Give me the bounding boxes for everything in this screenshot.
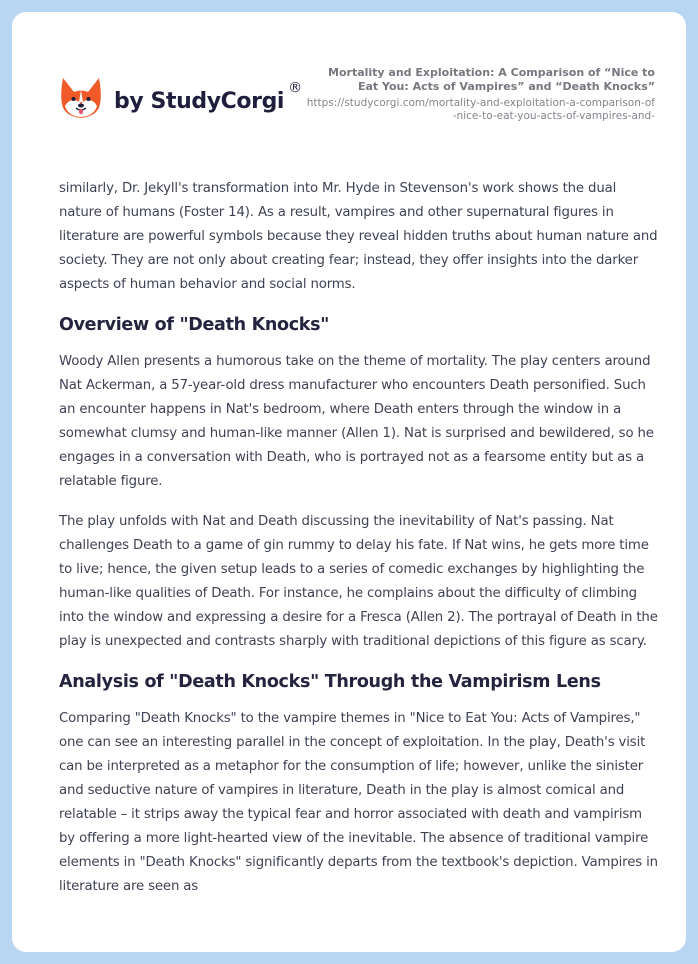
corgi-logo-icon	[60, 76, 102, 120]
section-heading: Analysis of "Death Knocks" Through the Vampirism Lens	[59, 672, 601, 692]
brand-name: by StudyCorgi	[114, 88, 285, 114]
document-url[interactable]: https://studycorgi.com/mortality-and-exploitation-a-comparison-of-nice-to-eat-you-acts-of-vampires-and-	[306, 97, 655, 122]
paragraph: Comparing "Death Knocks" to the vampire themes in "Nice to Eat You: Acts of Vampires," one can see an interesting parallel in the concept of exploitation. In the play, Death's visit can be interpreted as a metaphor for the consumption of life; however, unlike the sinister and seductive nature of vampires in literature, Death in the play is almost comical and relatable – it strips away the typical fear and horror associated with death and vampirism by offering a more light-hearted view of the inevitable. The absence of traditional vampire elements in "Death Knocks" significantly departs from the textbook's depiction. Vampires in literature are seen as	[59, 711, 658, 894]
paragraph: The play unfolds with Nat and Death discussing the inevitability of Nat's passing. Nat challenges Death to a game of gin rummy to delay his fate. If Nat wins, he gets more time to live; hence, the given setup leads to a series of comedic exchanges by highlighting the human-like qualities of Death. For instance, he complains about the difficulty of climbing into the window and expressing a desire for a Fresca (Allen 2). The portrayal of Death in the play is unexpected and contrasts sharply with traditional depictions of this figure as scary.	[59, 514, 658, 649]
document-meta	[305, 66, 655, 123]
document-title: Mortality and Exploitation: A Comparison of “Nice to Eat You: Acts of Vampires” and “Death Knocks”	[328, 66, 655, 93]
document-body	[59, 177, 659, 915]
registered-mark: ®	[288, 80, 303, 96]
studycorgi-logo[interactable]	[60, 76, 302, 120]
paragraph: Woody Allen presents a humorous take on the theme of mortality. The play centers around Nat Ackerman, a 57-year-old dress manufacturer who encounters Death personified. Such an encounter happens in Nat's bedroom, where Death enters through the window in a somewhat clumsy and human-like manner (Allen 1). Nat is surprised and bewildered, so he engages in a conversation with Death, who is portrayed not as a fearsome entity but as a relatable figure.	[59, 354, 654, 489]
document-card	[12, 12, 686, 952]
section-heading: Overview of "Death Knocks"	[59, 315, 330, 335]
document-header	[12, 12, 686, 162]
intro-paragraph: similarly, Dr. Jekyll's transformation into Mr. Hyde in Stevenson's work shows the dual nature of humans (Foster 14). As a result, vampires and other supernatural figures in literature are powerful symbols because they reveal hidden truths about human nature and society. They are not only about creating fear; instead, they offer insights into the darker aspects of human behavior and social norms.	[59, 181, 658, 292]
